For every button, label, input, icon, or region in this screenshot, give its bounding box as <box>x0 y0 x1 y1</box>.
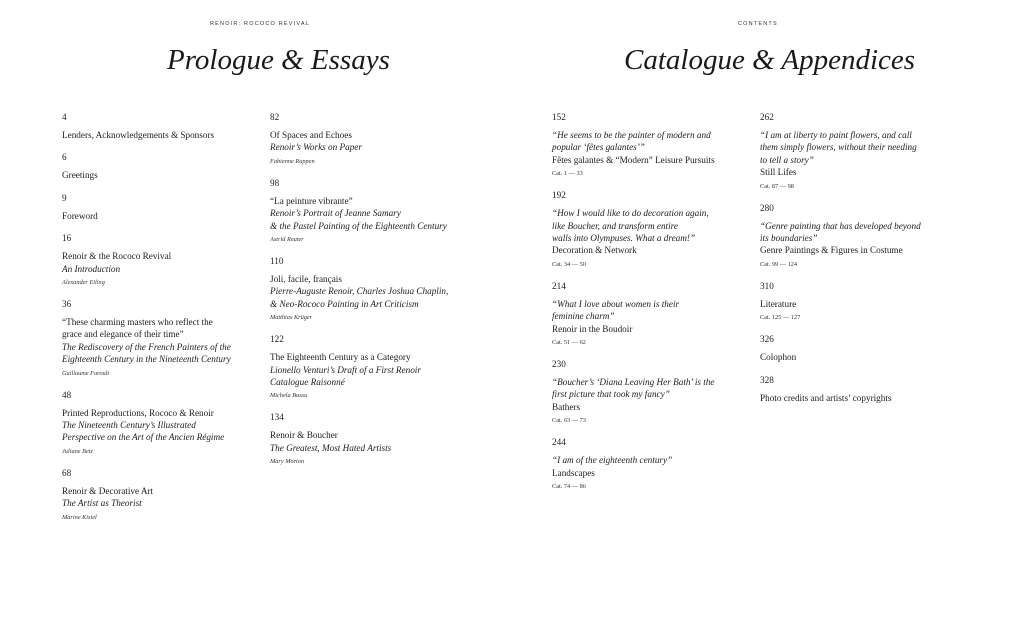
catalogue-range: Cat. 74 — 86 <box>552 483 586 491</box>
spacer <box>760 364 940 374</box>
catalogue-range: Cat. 63 — 73 <box>552 417 586 425</box>
toc-column <box>62 111 252 533</box>
page-number: 4 <box>62 112 67 122</box>
toc-entry[interactable] <box>552 436 742 502</box>
spacer <box>62 457 252 467</box>
toc-entry[interactable] <box>62 389 252 467</box>
entry-title: Renoir & the Rococo Revival <box>62 251 172 262</box>
catalogue-range: Cat. 125 — 127 <box>760 314 801 322</box>
spacer <box>62 182 252 192</box>
catalogue-range: Cat. 87 — 98 <box>760 182 794 190</box>
toc-entry[interactable] <box>552 358 742 436</box>
toc-entry[interactable] <box>760 333 940 373</box>
entry-title: Decoration & Network <box>552 245 637 256</box>
toc-entry[interactable] <box>62 111 252 151</box>
catalogue-range: Cat. 51 — 62 <box>552 339 586 347</box>
entry-title: Joli, facile, français <box>270 274 342 285</box>
toc-entry[interactable] <box>760 374 940 414</box>
page-number: 192 <box>552 190 566 201</box>
entry-subtitle: popular ‘fêtes galantes’” <box>552 142 645 153</box>
entry-subtitle: An Introduction <box>62 263 121 274</box>
entry-author: Mary Morton <box>270 458 305 466</box>
page-number: 134 <box>270 412 284 423</box>
spacer <box>270 323 460 333</box>
spacer <box>760 323 940 333</box>
entry-title: “These charming masters who reflect the <box>62 317 213 328</box>
toc-entry[interactable] <box>552 280 742 358</box>
entry-title: grace and elegance of their time” <box>62 329 184 340</box>
entry-title: Literature <box>760 298 797 309</box>
entry-subtitle: “How I would like to do decoration again, <box>552 208 709 219</box>
spacer <box>760 192 940 202</box>
entry-author: Alexander Eiling <box>62 279 105 287</box>
entry-author: Guillaume Faroult <box>62 369 110 377</box>
spacer <box>270 401 460 411</box>
catalogue-range: Cat. 1 — 33 <box>552 170 583 178</box>
page-number: 122 <box>270 334 284 345</box>
entry-author: Fabienne Ruppen <box>270 157 315 165</box>
entry-author: Juliane Betz <box>62 447 93 455</box>
spacer <box>552 270 742 280</box>
entry-subtitle: them simply flowers, without their needing <box>760 142 917 153</box>
entry-title: Greetings <box>62 170 98 181</box>
toc-entry[interactable] <box>270 255 460 333</box>
toc-entry[interactable] <box>760 111 940 202</box>
entry-subtitle: “He seems to be the painter of modern and <box>552 130 711 140</box>
entry-subtitle: & the Pastel Painting of the Eighteenth Century <box>270 220 447 231</box>
spacer <box>62 379 252 389</box>
page-number: 110 <box>270 256 284 267</box>
page-number: 262 <box>760 112 774 122</box>
right-page <box>510 0 1020 621</box>
entry-subtitle: “I am of the eighteenth century” <box>552 455 673 466</box>
entry-title: Of Spaces and Echoes <box>270 130 352 140</box>
toc-column <box>552 111 742 502</box>
page-number: 152 <box>552 112 566 122</box>
toc-entry[interactable] <box>62 298 252 389</box>
toc-entry[interactable] <box>62 192 252 232</box>
page-number: 48 <box>62 389 72 400</box>
entry-title: Renoir in the Boudoir <box>552 323 633 334</box>
entry-title: Foreword <box>62 210 98 221</box>
page-number: 16 <box>62 233 72 244</box>
running-header: CONTENTS <box>738 21 778 27</box>
spacer <box>552 492 742 502</box>
entry-title: Lenders, Acknowledgements & Sponsors <box>62 130 215 140</box>
spacer <box>270 467 460 477</box>
page-number: 328 <box>760 374 774 385</box>
page-number: 9 <box>62 192 67 203</box>
page-number: 310 <box>760 280 774 291</box>
entry-title: Still Lifes <box>760 167 797 178</box>
entry-author: Michela Bassu <box>270 392 308 400</box>
entry-title: Colophon <box>760 352 797 363</box>
page-number: 230 <box>552 359 566 370</box>
page-number: 36 <box>62 299 72 310</box>
entry-title: Printed Reproductions, Rococo & Renoir <box>62 407 214 418</box>
entry-subtitle: walls into Olympuses. What a dream!” <box>552 233 696 244</box>
catalogue-range: Cat. 99 — 124 <box>760 260 798 268</box>
spacer <box>552 426 742 436</box>
entry-subtitle: “What I love about women is their <box>552 298 680 309</box>
entry-subtitle: The Greatest, Most Hated Artists <box>270 442 392 453</box>
toc-entry[interactable] <box>62 467 252 533</box>
spacer <box>760 404 940 414</box>
spacer <box>760 270 940 280</box>
spacer <box>62 222 252 232</box>
entry-subtitle: Pierre-Auguste Renoir, Charles Joshua Chaplin, <box>270 286 449 297</box>
entry-title: “La peinture vibrante” <box>270 195 353 206</box>
toc-entry[interactable] <box>760 202 940 280</box>
entry-subtitle: feminine charm” <box>552 311 615 322</box>
entry-subtitle: Catalogue Raisonné <box>270 377 345 388</box>
page-number: 6 <box>62 152 67 163</box>
spacer <box>62 141 252 151</box>
entry-subtitle: first picture that took my fancy” <box>552 389 670 400</box>
entry-title: Genre Paintings & Figures in Costume <box>760 245 903 256</box>
entry-author: Matthias Krüger <box>270 314 313 322</box>
entry-subtitle: Renoir’s Works on Paper <box>270 142 362 153</box>
entry-subtitle: Eighteenth Century in the Nineteenth Century <box>62 354 231 365</box>
toc-column <box>270 111 460 477</box>
entry-subtitle: “Genre painting that has developed beyond <box>760 220 921 231</box>
toc-entry[interactable] <box>270 111 460 177</box>
spacer <box>552 348 742 358</box>
entry-title: Renoir & Boucher <box>270 430 338 441</box>
toc-entry[interactable] <box>270 333 460 411</box>
page-number: 280 <box>760 202 774 213</box>
page-number: 68 <box>62 467 72 478</box>
entry-subtitle: Lionello Venturi’s Draft of a First Renoir <box>270 364 421 375</box>
page-title: Prologue & Essays <box>167 44 390 76</box>
toc-entry[interactable] <box>62 151 252 191</box>
entry-subtitle: like Boucher, and transform entire <box>552 220 678 231</box>
entry-subtitle: Perspective on the Art of the Ancien Régime <box>62 432 225 443</box>
toc-entry[interactable] <box>270 177 460 255</box>
entry-subtitle: & Neo-Rococo Painting in Art Criticism <box>270 298 419 309</box>
entry-subtitle: The Nineteenth Century’s Illustrated <box>62 420 196 431</box>
entry-author: Marine Kisiel <box>62 513 97 521</box>
spacer <box>62 523 252 533</box>
spacer <box>552 179 742 189</box>
entry-title: Bathers <box>552 401 581 412</box>
spacer <box>270 245 460 255</box>
entry-subtitle: to tell a story” <box>760 154 814 165</box>
entry-title: Landscapes <box>552 467 595 478</box>
running-header: RENOIR: ROCOCO REVIVAL <box>210 21 310 27</box>
page-number: 244 <box>552 437 566 448</box>
entry-title: Renoir & Decorative Art <box>62 485 154 496</box>
catalogue-range: Cat. 34 — 50 <box>552 260 586 268</box>
entry-subtitle: The Rediscovery of the French Painters of the <box>62 341 231 352</box>
entry-subtitle: its boundaries” <box>760 233 818 244</box>
entry-author: Astrid Reuter <box>270 236 304 244</box>
toc-entry[interactable] <box>552 111 742 189</box>
toc-entry[interactable] <box>552 189 742 280</box>
entry-title: Photo credits and artists’ copyrights <box>760 392 892 403</box>
page-number: 214 <box>552 280 566 291</box>
entry-subtitle: “I am at liberty to paint flowers, and call <box>760 130 912 140</box>
spacer <box>62 288 252 298</box>
page-number: 326 <box>760 334 774 345</box>
entry-title: Fêtes galantes & “Modern” Leisure Pursuits <box>552 154 715 165</box>
page-number: 82 <box>270 112 280 122</box>
entry-subtitle: The Artist as Theorist <box>62 498 142 509</box>
page-title: Catalogue & Appendices <box>624 44 916 76</box>
toc-column <box>760 111 940 414</box>
toc-entry[interactable] <box>270 411 460 477</box>
page-number: 98 <box>270 177 280 188</box>
entry-title: The Eighteenth Century as a Category <box>270 352 411 363</box>
entry-subtitle: “Boucher’s ‘Diana Leaving Her Bath’ is the <box>552 377 715 388</box>
entry-subtitle: Renoir’s Portrait of Jeanne Samary <box>270 208 401 219</box>
toc-entry[interactable] <box>62 232 252 298</box>
spacer <box>270 167 460 177</box>
toc-entry[interactable] <box>760 280 940 333</box>
